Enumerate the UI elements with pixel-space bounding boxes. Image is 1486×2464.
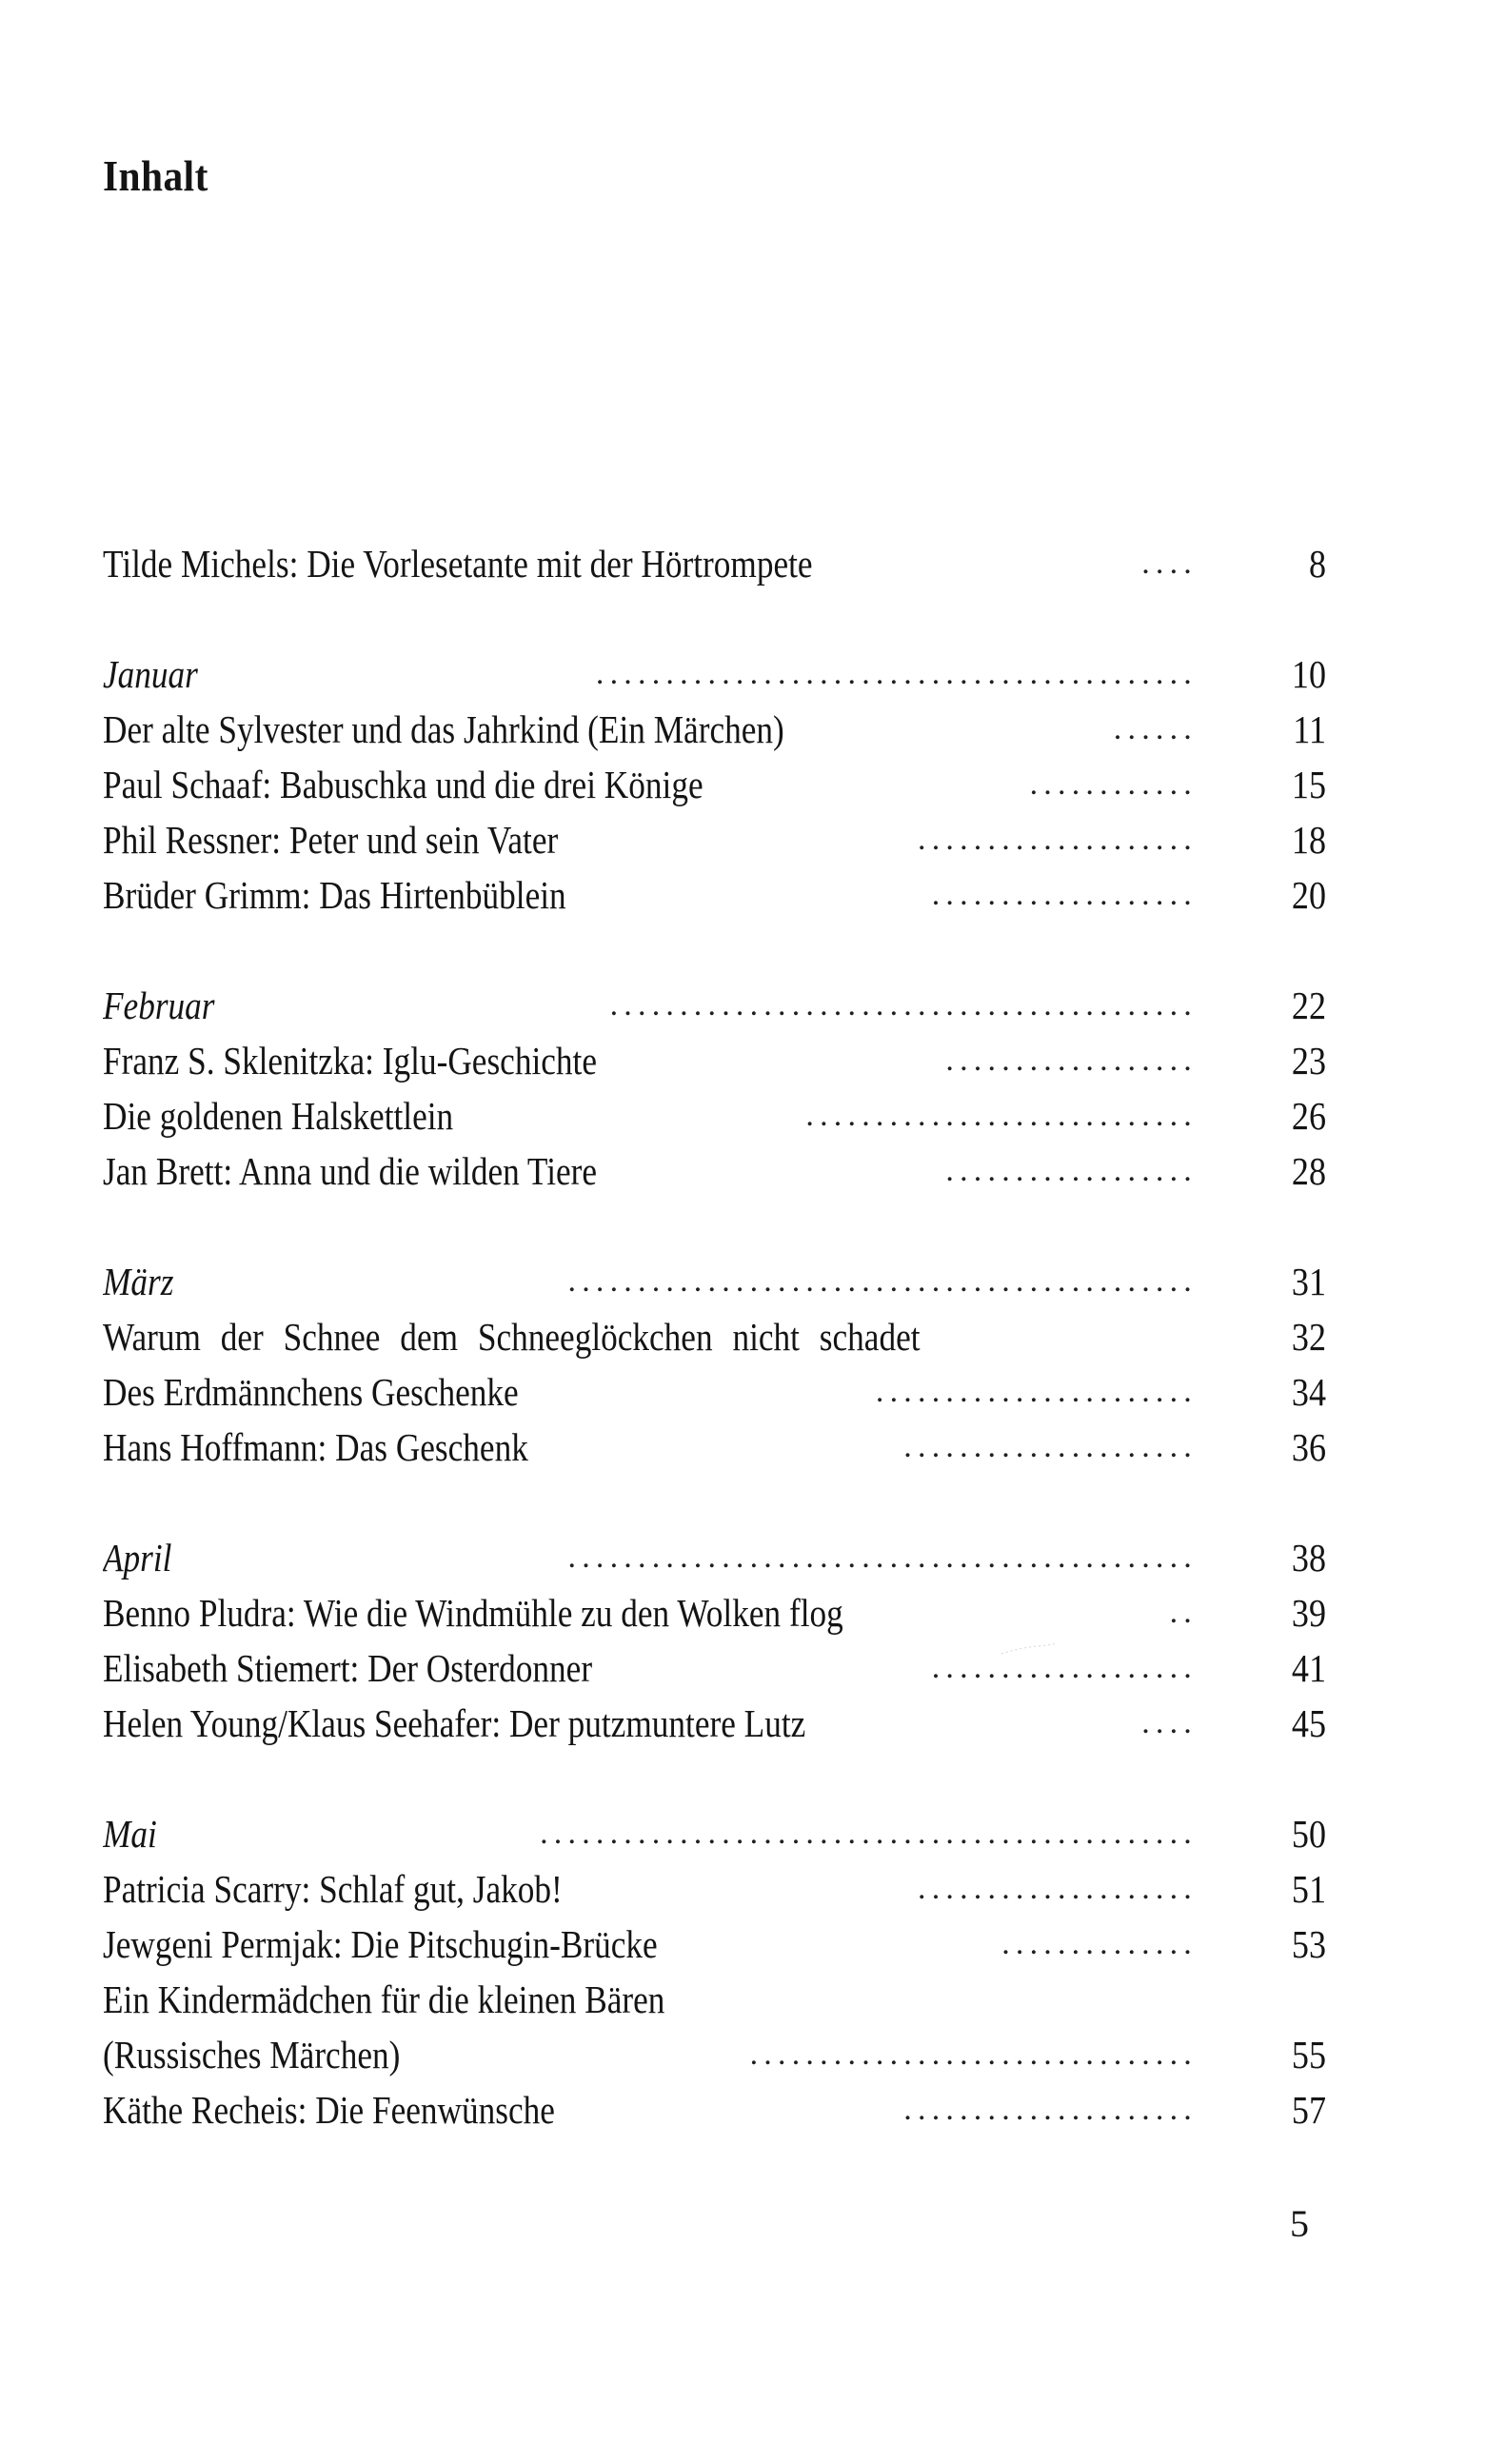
toc-entry[interactable] (103, 1420, 1326, 1475)
toc-entry-page: 15 (1291, 763, 1326, 806)
toc-entry-page: 51 (1291, 1867, 1326, 1911)
month-page: 38 (1291, 1536, 1326, 1580)
dot-leader: ............................ (796, 1088, 1198, 1143)
toc-entry-page: 34 (1291, 1370, 1326, 1414)
toc-entry-title: Der alte Sylvester und das Jahrkind (Ein Märchen) (103, 707, 784, 751)
month-title: März (103, 1260, 174, 1303)
dot-leader: ............................................... (530, 1806, 1198, 1861)
toc-entry[interactable] (103, 1309, 1326, 1364)
month-page: 10 (1291, 652, 1326, 696)
toc-entry-page: 41 (1291, 1646, 1326, 1690)
dot-leader: ..................... (894, 2082, 1198, 2137)
toc-entry[interactable] (103, 1585, 1326, 1640)
section-gap (103, 1199, 1326, 1254)
toc-entry-title: Die goldenen Halskettlein (103, 1094, 454, 1138)
month-title: Februar (103, 984, 215, 1027)
toc-entry[interactable] (103, 2082, 1326, 2137)
toc-entry-page: 55 (1291, 2033, 1326, 2077)
toc-entry-title: Brüder Grimm: Das Hirtenbüblein (103, 873, 566, 917)
toc-entry-page: 53 (1291, 1922, 1326, 1966)
toc-entry[interactable] (103, 1861, 1326, 1917)
dot-leader: ....................... (866, 1364, 1198, 1420)
table-of-contents (103, 536, 1326, 2137)
section-gap (103, 1751, 1326, 1806)
toc-entry-page: 18 (1291, 818, 1326, 862)
toc-entry-title: Des Erdmännchens Geschenke (103, 1370, 519, 1414)
toc-entry[interactable] (103, 812, 1326, 867)
toc-entry-title: (Russisches Märchen) (103, 2033, 401, 2077)
dot-leader: .................. (936, 1143, 1198, 1199)
month-page: 31 (1291, 1260, 1326, 1303)
toc-entry-title: Phil Ressner: Peter und sein Vater (103, 818, 559, 862)
month-page: 22 (1291, 984, 1326, 1027)
month-title: Januar (103, 652, 198, 696)
dot-leader: .............. (992, 1917, 1198, 1972)
dot-leader: ................... (922, 867, 1198, 923)
dot-leader: ................... (922, 1640, 1198, 1696)
toc-entry-title: Hans Hoffmann: Das Geschenk (103, 1425, 528, 1469)
dot-leader: .................... (908, 1861, 1198, 1917)
toc-entry-page: 26 (1291, 1094, 1326, 1138)
toc-entry[interactable] (103, 536, 1326, 591)
month-page: 50 (1291, 1812, 1326, 1856)
toc-entry[interactable] (103, 1640, 1326, 1696)
dot-leader: ...... (1104, 702, 1198, 757)
dot-leader: .......................................... (601, 978, 1198, 1033)
toc-entry-line2[interactable] (103, 2027, 1326, 2082)
toc-entry-page: 39 (1291, 1591, 1326, 1635)
toc-entry[interactable] (103, 867, 1326, 923)
dot-leader: .... (1132, 536, 1198, 591)
dot-leader: ................................ (741, 2027, 1198, 2082)
dot-leader: ........................................... (586, 646, 1198, 702)
toc-entry-title: Jan Brett: Anna und die wilden Tiere (103, 1149, 598, 1193)
toc-entry-page: 20 (1291, 873, 1326, 917)
dot-leader: .... (1132, 1696, 1198, 1751)
toc-entry[interactable] (103, 1143, 1326, 1199)
toc-entry[interactable] (103, 1917, 1326, 1972)
scan-smudge (1000, 1642, 1057, 1656)
toc-entry-page: 36 (1291, 1425, 1326, 1469)
toc-entry-page: 23 (1291, 1039, 1326, 1083)
toc-entry-line1[interactable] (103, 1972, 1326, 2027)
month-title: Mai (103, 1812, 157, 1856)
toc-entry[interactable] (103, 1696, 1326, 1751)
toc-month-heading[interactable] (103, 978, 1326, 1033)
dot-leader: ............................................. (559, 1254, 1199, 1309)
toc-entry-title: Elisabeth Stiemert: Der Osterdonner (103, 1646, 593, 1690)
toc-month-heading[interactable] (103, 1530, 1326, 1585)
page-title: Inhalt (103, 151, 208, 200)
toc-entry-page: 8 (1308, 542, 1326, 586)
toc-month-heading[interactable] (103, 1806, 1326, 1861)
toc-entry[interactable] (103, 702, 1326, 757)
toc-entry-title: Jewgeni Permjak: Die Pitschugin-Brücke (103, 1922, 658, 1966)
toc-entry-title: Ein Kindermädchen für die kleinen Bären (103, 1977, 665, 2021)
toc-entry[interactable] (103, 1364, 1326, 1420)
toc-entry-page: 45 (1291, 1701, 1326, 1745)
toc-entry-title: Käthe Recheis: Die Feenwünsche (103, 2088, 555, 2132)
section-gap (103, 1475, 1326, 1530)
dot-leader: ............................................. (559, 1530, 1199, 1585)
dot-leader: .................... (908, 812, 1198, 867)
toc-entry-page: 32 (1291, 1315, 1326, 1359)
toc-entry[interactable] (103, 757, 1326, 812)
section-gap (103, 591, 1326, 646)
toc-entry-title: Warum der Schnee dem Schneeglöckchen nicht schadet (103, 1315, 921, 1359)
toc-entry-title: Helen Young/Klaus Seehafer: Der putzmuntere Lutz (103, 1701, 806, 1745)
month-title: April (103, 1536, 172, 1580)
toc-entry-page: 57 (1291, 2088, 1326, 2132)
toc-entry[interactable] (103, 1088, 1326, 1143)
page-number: 5 (1290, 2202, 1309, 2245)
toc-entry[interactable] (103, 1033, 1326, 1088)
toc-month-heading[interactable] (103, 1254, 1326, 1309)
dot-leader: ............ (1020, 757, 1198, 812)
dot-leader: ..................... (894, 1420, 1198, 1475)
section-gap (103, 923, 1326, 978)
toc-entry-title: Patricia Scarry: Schlaf gut, Jakob! (103, 1867, 563, 1911)
toc-entry-title: Benno Pludra: Wie die Windmühle zu den Wolken flog (103, 1591, 843, 1635)
dot-leader: .. (1160, 1585, 1198, 1640)
toc-month-heading[interactable] (103, 646, 1326, 702)
toc-entry-page: 28 (1291, 1149, 1326, 1193)
toc-entry-title: Paul Schaaf: Babuschka und die drei Könige (103, 763, 703, 806)
toc-entry-page: 11 (1293, 707, 1326, 751)
toc-entry-title: Tilde Michels: Die Vorlesetante mit der Hörtrompete (103, 542, 813, 586)
dot-leader: .................. (936, 1033, 1198, 1088)
toc-entry-title: Franz S. Sklenitzka: Iglu-Geschichte (103, 1039, 597, 1083)
